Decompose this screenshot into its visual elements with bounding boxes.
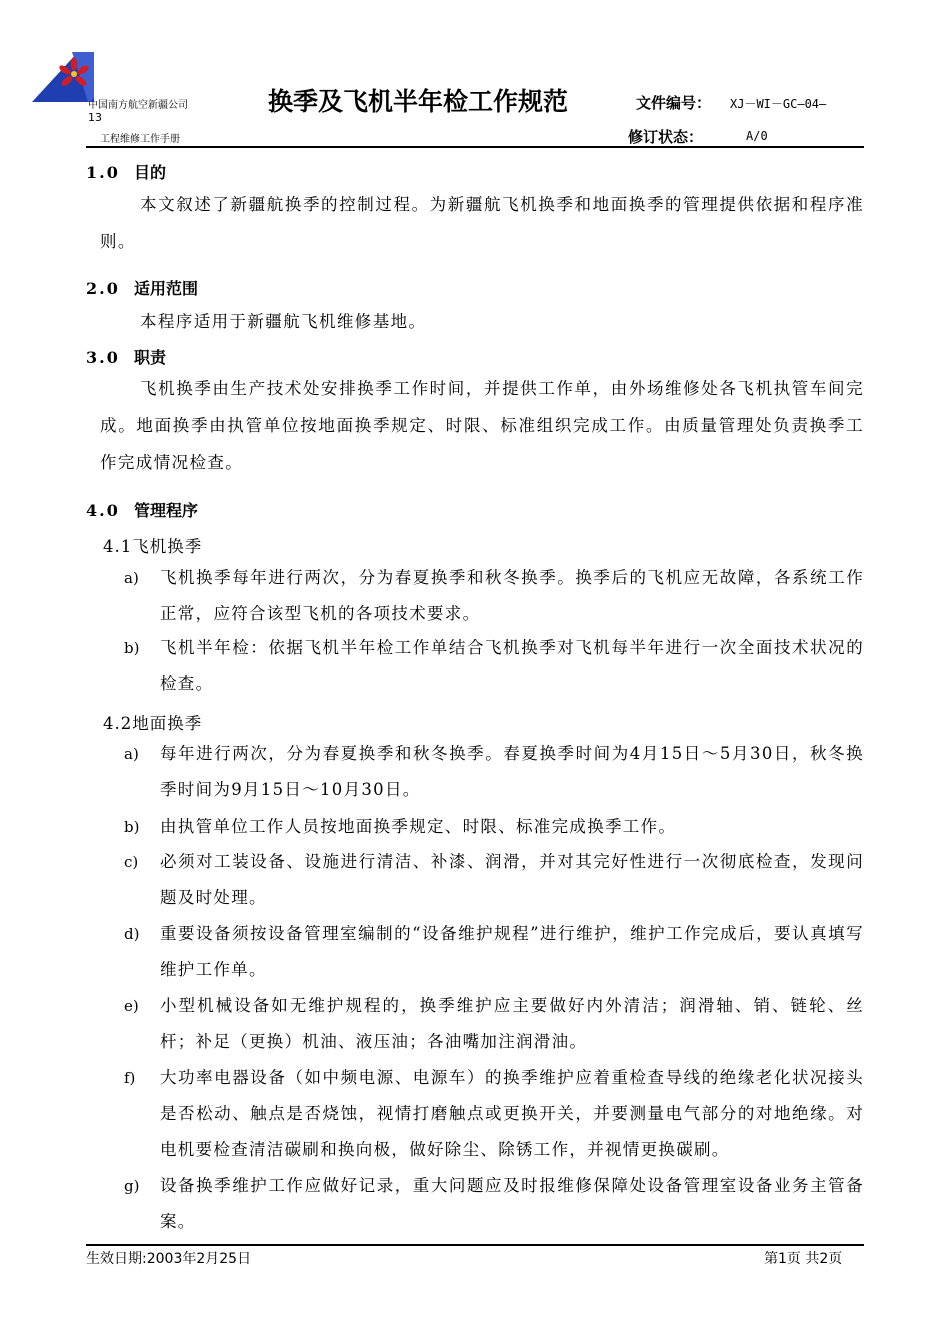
section-heading-responsibility: 3.0 职责 — [86, 348, 167, 367]
list-item: e) 小型机械设备如无维护规程的，换季维护应主要做好内外清洁；润滑轴、销、链轮、丝杆；补足（更换）机油、液压油；各油嘴加注润滑油。 — [124, 996, 864, 1051]
section-heading-scope: 2.0 适用范围 — [86, 279, 199, 298]
revision-label: 修订状态： — [628, 128, 704, 146]
page-number: 第1页 共2页 — [764, 1251, 843, 1267]
list-item: c) 必须对工装设备、设施进行清洁、补漆、润滑，并对其完好性进行一次彻底检查，发现问题及时处理。 — [124, 852, 864, 907]
section-scope-text: 本程序适用于新疆航飞机维修基地。 — [140, 312, 427, 331]
section-heading-procedure: 4.0 管理程序 — [86, 501, 199, 520]
company-name-continuation: 13 — [88, 111, 102, 124]
footer-divider — [86, 1244, 864, 1246]
list-item: g) 设备换季维护工作应做好记录，重大问题应及时报维修保障处设备管理室设备业务主管备案。 — [124, 1176, 864, 1231]
company-name: 中国南方航空新疆公司 — [88, 100, 188, 111]
subsection-ground-season-change: 4.2地面换季 — [103, 714, 203, 733]
list-item: b) 由执管单位工作人员按地面换季规定、时限、标准完成换季工作。 — [124, 817, 677, 836]
document-title: 换季及飞机半年检工作规范 — [268, 87, 569, 116]
section-heading-purpose: 1.0 目的 — [86, 163, 167, 182]
subsection-aircraft-season-change: 4.1飞机换季 — [103, 537, 203, 556]
section-purpose-text: 本文叙述了新疆航换季的控制过程。为新疆航飞机换季和地面换季的管理提供依据和程序准则。 — [100, 195, 864, 251]
section-responsibility-text: 飞机换季由生产技术处安排换季工作时间，并提供工作单，由外场维修处各飞机执管车间完成。地面换季由执管单位按地面换季规定、时限、标准组织完成工作。由质量管理处负责换季工作完成情况检查。 — [100, 379, 864, 472]
list-item: d) 重要设备须按设备管理室编制的“设备维护规程”进行维护，维护工作完成后，要认真填写维护工作单。 — [124, 924, 864, 979]
doc-number-value: XJ－WI－GC—04— — [730, 97, 827, 111]
list-item: f) 大功率电器设备（如中频电源、电源车）的换季维护应着重检查导线的绝缘老化状况接头是否松动、触点是否烧蚀，视情打磨触点或更换开关，并要测量电气部分的对地绝缘。对电机要检查清洁碳刷和换向极，做好除尘、除锈工作，并视情更换碳刷。 — [124, 1068, 864, 1159]
header-divider — [86, 146, 864, 148]
effective-date: 生效日期:2003年2月25日 — [86, 1251, 252, 1267]
revision-value: A/0 — [746, 129, 768, 143]
list-item: a) 飞机换季每年进行两次，分为春夏换季和秋冬换季。换季后的飞机应无故障，各系统工作正常，应符合该型飞机的各项技术要求。 — [124, 568, 864, 623]
doc-number-label: 文件编号： — [636, 94, 712, 112]
manual-name: 工程维修工作手册 — [100, 134, 180, 145]
list-item: a) 每年进行两次，分为春夏换季和秋冬换季。春夏换季时间为4月15日～5月30日，秋冬换季时间为9月15日～10月30日。 — [124, 744, 864, 799]
list-item: b) 飞机半年检：依据飞机半年检工作单结合飞机换季对飞机每半年进行一次全面技术状况的检查。 — [124, 638, 864, 693]
